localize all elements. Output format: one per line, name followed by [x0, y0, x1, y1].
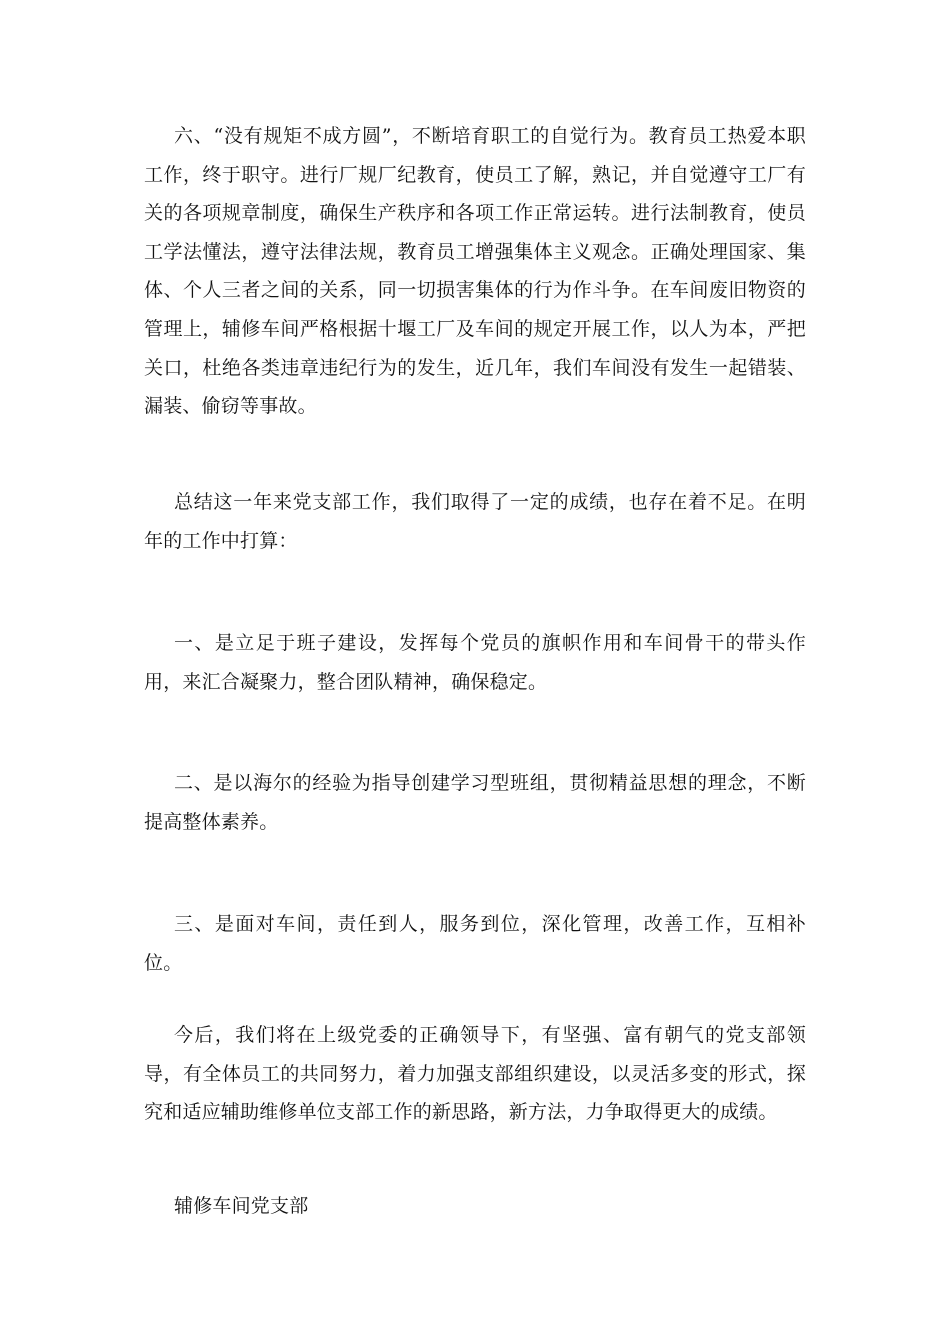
paragraph-conclusion: 今后，我们将在上级党委的正确领导下，有坚强、富有朝气的党支部领导，有全体员工的共同努力，着力加强支部组织建设，以灵活多变的形式，探究和适应辅助维修单位支部工作的新思路，新方法，力争取得更大的成绩。	[144, 1024, 806, 1124]
paragraph-summary: 总结这一年来党支部工作，我们取得了一定的成绩，也存在着不足。在明年的工作中打算：	[144, 491, 806, 552]
paragraph-rules-discipline: 六、“没有规矩不成方圆”，不断培育职工的自觉行为。教育员工热爱本职工作，终于职守。进行厂规厂纪教育，使员工了解，熟记，并自觉遵守工厂有关的各项规章制度，确保生产秩序和各项工作正常运转。进行法制教育，使员工学法懂法，遵守法律法规，教育员工增强集体主义观念。正确处理国家、集体、个人三者之间的关系，同一切损害集体的行为作斗争。在车间废旧物资的管理上，辅修车间严格根据十堰工厂及车间的规定开展工作，以人为本，严把关口，杜绝各类违章违纪行为的发生，近几年，我们车间没有发生一起错装、漏装、偷窃等事故。	[144, 125, 806, 418]
paragraph-plan-three: 三、是面对车间，责任到人，服务到位，深化管理，改善工作，互相补位。	[144, 913, 806, 974]
signature: 辅修车间党支部	[174, 1195, 309, 1217]
paragraph-plan-two: 二、是以海尔的经验为指导创建学习型班组，贯彻精益思想的理念，不断提高整体素养。	[144, 772, 806, 833]
paragraph-plan-one: 一、是立足于班子建设，发挥每个党员的旗帜作用和车间骨干的带头作用，来汇合凝聚力，整合团队精神，确保稳定。	[144, 632, 806, 693]
